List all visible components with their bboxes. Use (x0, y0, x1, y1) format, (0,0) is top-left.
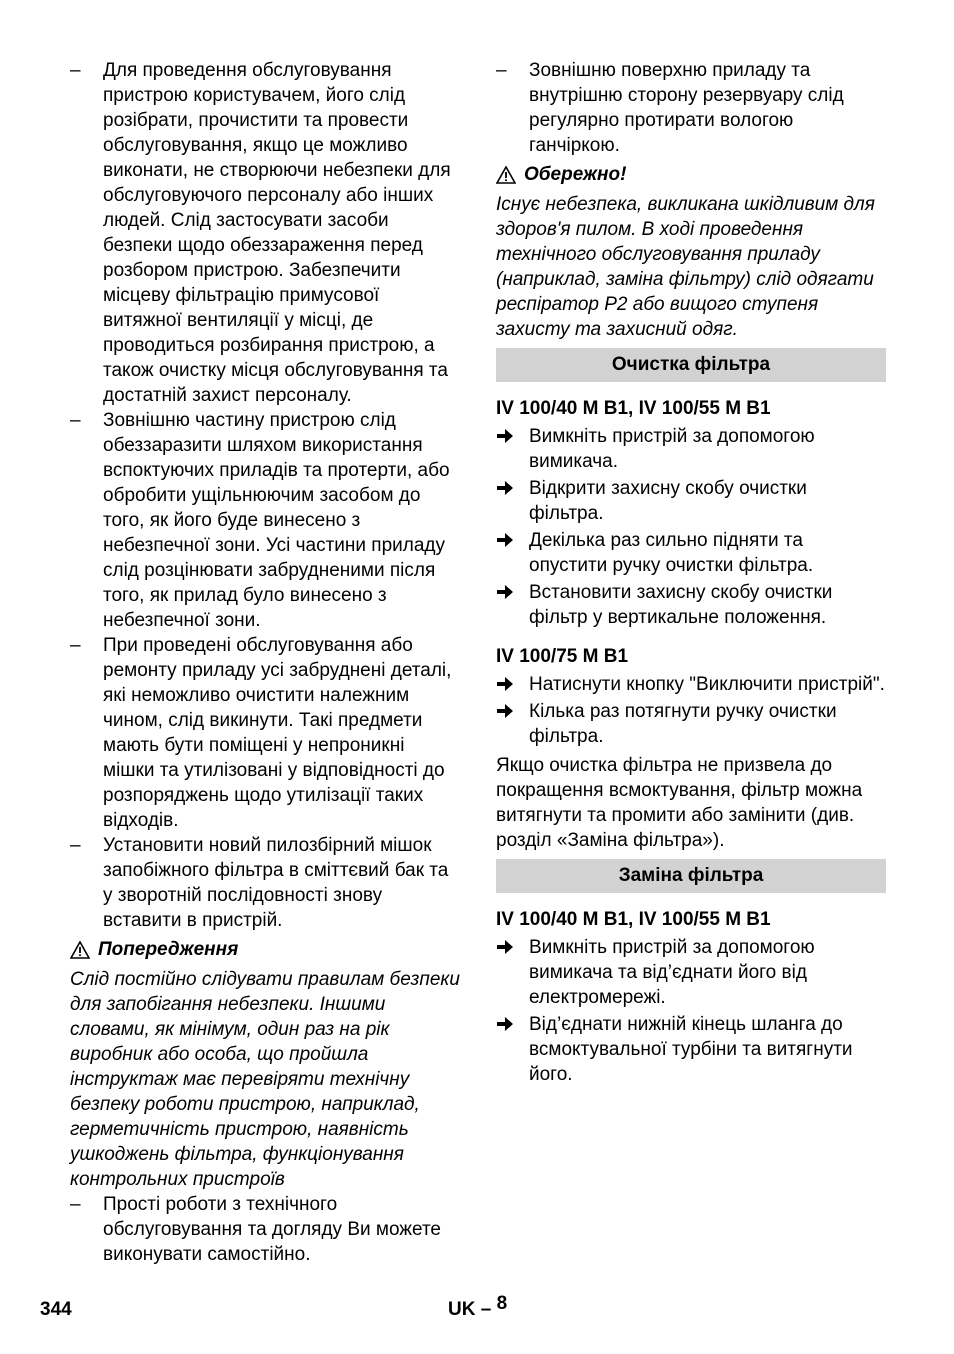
model-heading: IV 100/75 M B1 (496, 646, 629, 667)
step-text: Натиснути кнопку "Виключити пристрій". (529, 674, 885, 695)
dash-bullet: – (70, 635, 81, 656)
list-item (496, 58, 886, 158)
step-text: Вимкніть пристрій за допомогою вимикача. (529, 426, 815, 472)
section-heading-filter-replacement: Заміна фільтра (496, 859, 886, 893)
footer-lang: UK – (448, 1299, 492, 1320)
list-item (70, 633, 460, 833)
dash-bullet: – (70, 410, 81, 431)
dash-bullet: – (70, 1194, 81, 1215)
step-text: Кілька раз потягнути ручку очистки фільтра. (529, 701, 837, 747)
list-item-text: Для проведення обслуговування пристрою користувачем, його слід розібрати, прочистити та провести обслуговування, якщо це можливо виконати, не створюючи небезпеки для обслуговуючого персоналу або інших людей. Слід застосувати засоби безпеки щодо обеззараження перед розбором пристрою. Забезпечити місцеву фільтрацію примусової витяжної вентиляції у місці, де проводиться розбирання пристрою, а також очистку місця обслуговування та достатній захист персоналу. (103, 60, 451, 406)
dash-bullet: – (70, 60, 81, 81)
step-text: Відкрити захисну скобу очистки фільтра. (529, 478, 807, 524)
step-text: Декілька раз сильно підняти та опустити ручку очистки фільтра. (529, 530, 814, 576)
footer-section-label (448, 1293, 508, 1322)
list-item (70, 1192, 460, 1267)
caution-title: Обережно! (524, 164, 627, 185)
step-text: Від’єднати нижній кінець шланга до всмоктувальної турбіни та витягнути його. (529, 1014, 853, 1085)
list-item-text: Установити новий пилозбірний мішок запобіжного фільтра в сміттєвий бак та у зворотній послідовності знову вставити в пристрій. (103, 835, 449, 931)
dash-bullet: – (496, 60, 507, 81)
warning-title: Попередження (98, 939, 239, 960)
right-column (496, 58, 886, 1089)
warning-triangle-icon (496, 166, 516, 184)
arrow-right-icon (496, 676, 514, 692)
step-item (496, 699, 886, 749)
step-text: Вимкніть пристрій за допомогою вимикача та від’єднати його від електромережі. (529, 937, 815, 1008)
arrow-right-icon (496, 532, 514, 548)
list-item-text: Прості роботи з технічного обслуговування та догляду Ви можете виконувати самостійно. (103, 1194, 442, 1265)
filter-note: Якщо очистка фільтра не призвела до покращення всмоктування, фільтр можна витягнути та промити або замінити (див. розділ «Заміна фільтра»). (496, 755, 863, 851)
list-item-text: Зовнішню частину пристрою слід обеззаразити шляхом використання вспоктуючих приладів та протерти, або обробити ущільнюючим засобом до того, як його буде винесено з небезпечної зони. Усі частини приладу слід розцінювати забрудненими після того, як прилад було винесено з небезпечної зони. (103, 410, 450, 631)
caution-text: Існує небезпека, викликана шкідливим для здоров'я пилом. В ході проведення технічного обслуговування приладу (наприклад, заміна фільтру) слід одягати респіратор P2 або вищого ступеня захисту та захисний одяг. (496, 194, 875, 340)
caution-heading (496, 162, 886, 187)
arrow-right-icon (496, 428, 514, 444)
model-heading: IV 100/40 M B1, IV 100/55 M B1 (496, 909, 771, 930)
left-column (70, 58, 460, 1267)
step-text: Встановити захисну скобу очистки фільтр у вертикальне положення. (529, 582, 833, 628)
step-item (496, 935, 886, 1010)
warning-heading (70, 937, 460, 962)
arrow-right-icon (496, 703, 514, 719)
arrow-right-icon (496, 939, 514, 955)
list-item (70, 58, 460, 408)
dash-bullet: – (70, 835, 81, 856)
page-number: 344 (40, 1299, 72, 1320)
step-item (496, 528, 886, 578)
list-item (70, 833, 460, 933)
step-item (496, 672, 886, 697)
arrow-right-icon (496, 480, 514, 496)
arrow-right-icon (496, 584, 514, 600)
warning-triangle-icon (70, 941, 90, 959)
section-heading-filter-cleaning: Очистка фільтра (496, 348, 886, 382)
step-item (496, 1012, 886, 1087)
list-item (70, 408, 460, 633)
step-item (496, 424, 886, 474)
list-item-text: Зовнішню поверхню приладу та внутрішню сторону резервуару слід регулярно протирати вологою ганчіркою. (529, 60, 844, 156)
footer-section-number: 8 (496, 1293, 508, 1314)
arrow-right-icon (496, 1016, 514, 1032)
warning-text: Слід постійно слідувати правилам безпеки для запобігання небезпеки. Іншими словами, як мінімум, один раз на рік виробник або особа, що пройшла інструктаж має перевіряти технічну безпеку роботи пристрою, наприклад, герметичність пристрою, наявність ушкоджень фільтра, функціонування контрольних пристроїв (70, 969, 460, 1190)
list-item-text: При проведені обслуговування або ремонту приладу усі забруднені деталі, які неможливо очистити належним чином, слід викинути. Такі предмети мають бути поміщені у непроникні мішки та утилізовані у відповідності до розпоряджень щодо утилізації таких відходів. (103, 635, 452, 831)
model-heading: IV 100/40 M B1, IV 100/55 M B1 (496, 398, 771, 419)
step-item (496, 580, 886, 630)
step-item (496, 476, 886, 526)
